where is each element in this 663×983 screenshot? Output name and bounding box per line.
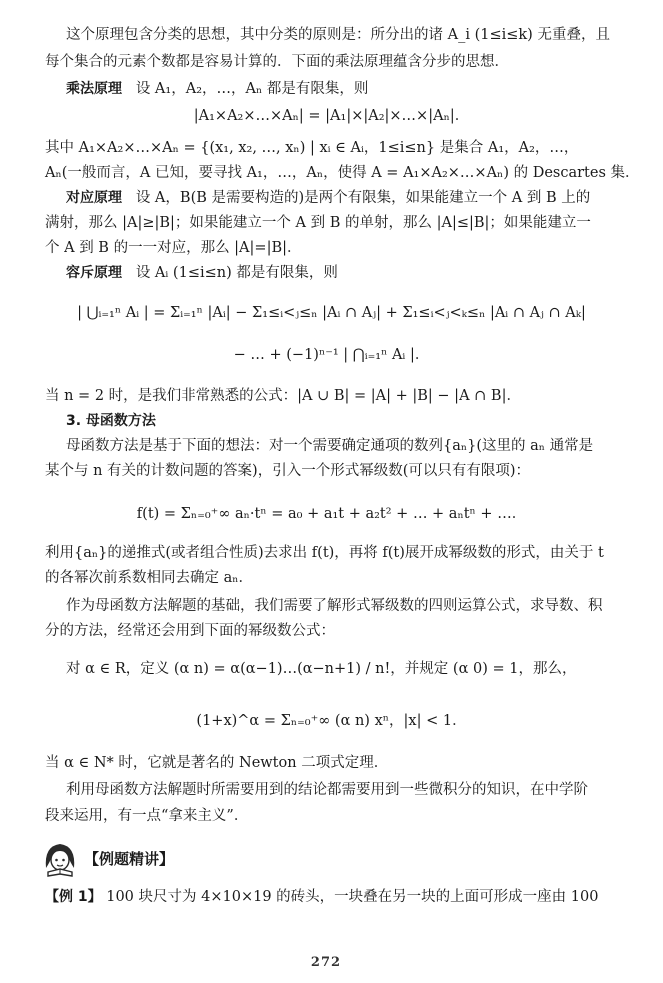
- gf-formula2: 对 α ∈ R，定义 (α n) = α(α−1)…(α−n+1) / n!，并规定 (α 0) = 1，那么，: [66, 661, 577, 677]
- mult-heading: 乘法原理: [66, 81, 122, 97]
- corr-heading: 对应原理: [66, 190, 122, 206]
- mult-formula: |A₁×A₂×…×Aₙ| = |A₁|×|A₂|×…×|Aₙ|．: [193, 108, 470, 124]
- gf-line6: 分的方法，经常还会用到下面的幂级数公式：: [45, 623, 335, 639]
- mult-text: 设 A₁，A₂，…，Aₙ 都是有限集，则: [135, 81, 369, 97]
- corr-line2: 满射，那么 |A|≥|B|；如果能建立一个 A 到 B 的单射，那么 |A|≤|B|；如果能建立一: [45, 215, 591, 231]
- corr-line1: 设 A，B(B 是需要构造的)是两个有限集，如果能建立一个 A 到 B 上的: [135, 190, 591, 206]
- gf-line7: 当 α ∈ N* 时，它就是著名的 Newton 二项式定理．: [45, 755, 389, 771]
- corr-principle: [66, 188, 651, 208]
- gf-line8: 利用母函数方法解题时所需要用到的结论都需要用到一些微积分的知识，在中学阶: [66, 782, 588, 798]
- mult-line2: Aₙ(一般而言，A 已知，要寻找 A₁，…，Aₙ，使得 A = A₁×A₂×…×Aₙ) 的 Descartes 集．: [45, 165, 640, 181]
- corr-line3: 个 A 到 B 的一一对应，那么 |A|=|B|．: [45, 240, 302, 256]
- page-number: 272: [310, 955, 342, 970]
- mult-principle: [66, 79, 651, 99]
- example-1: [45, 887, 630, 907]
- gf-heading: 3. 母函数方法: [66, 413, 156, 429]
- incl-formula2: − … + (−1)ⁿ⁻¹ | ⋂ᵢ₌₁ⁿ Aᵢ |．: [233, 347, 430, 363]
- section-heading-examples: 【例题精讲】: [84, 850, 175, 868]
- mult-line1: 其中 A₁×A₂×…×Aₙ = {(x₁, x₂, …, xₙ) | xᵢ ∈ Aᵢ，1≤i≤n} 是集合 A₁，A₂，…，: [45, 140, 579, 156]
- gf-line2: 某个与 n 有关的计数问题的答案)，引入一个形式幂级数(可以只有有限项)：: [45, 463, 531, 479]
- gf-line9: 段来运用，有一点“拿来主义”．: [45, 808, 249, 824]
- gf-line4: 的各幂次前系数相同去确定 aₙ．: [45, 570, 254, 586]
- reading-girl-icon: [40, 838, 80, 878]
- incl-text: 设 Aᵢ (1≤i≤n) 都是有限集，则: [135, 265, 338, 281]
- gf-formula: f(t) = Σₙ₌₀⁺∞ aₙ·tⁿ = a₀ + a₁t + a₂t² + … + aₙtⁿ + …．: [136, 506, 527, 522]
- gf-line1: 母函数方法是基于下面的想法：对一个需要确定通项的数列{aₙ}(这里的 aₙ 通常是: [66, 438, 594, 454]
- gf-line3: 利用{aₙ}的递推式(或者组合性质)去求出 f(t)，再将 f(t)展开成幂级数的形式，由关于 t: [45, 545, 604, 561]
- incl-heading: 容斥原理: [66, 265, 122, 281]
- incl-formula1: | ⋃ᵢ₌₁ⁿ Aᵢ | = Σᵢ₌₁ⁿ |Aᵢ| − Σ₁≤ᵢ<ⱼ≤ₙ |Aᵢ ∩ Aⱼ| + Σ₁≤ᵢ<ⱼ<ₖ≤ₙ |Aᵢ ∩ Aⱼ ∩ Aₖ|: [77, 305, 586, 321]
- para1-line2: 每个集合的元素个数都是容易计算的．下面的乘法原理蕴含分步的思想．: [45, 54, 509, 70]
- incl-line: 当 n = 2 时，是我们非常熟悉的公式：|A ∪ B| = |A| + |B| − |A ∩ B|．: [45, 388, 521, 404]
- example-text: 100 块尺寸为 4×10×19 的砖头，一块叠在另一块的上面可形成一座由 100: [106, 889, 599, 905]
- incl-principle: [66, 263, 651, 283]
- example-label: 【例 1】: [45, 889, 102, 905]
- gf-line5: 作为母函数方法解题的基础，我们需要了解形式幂级数的四则运算公式，求导数、积: [66, 598, 603, 614]
- gf-formula3: (1+x)^α = Σₙ₌₀⁺∞ (α n) xⁿ，|x| < 1．: [196, 713, 467, 729]
- para1-line1: 这个原理包含分类的思想，其中分类的原则是：所分出的诸 A_i (1≤i≤k) 无重叠，且: [66, 27, 610, 43]
